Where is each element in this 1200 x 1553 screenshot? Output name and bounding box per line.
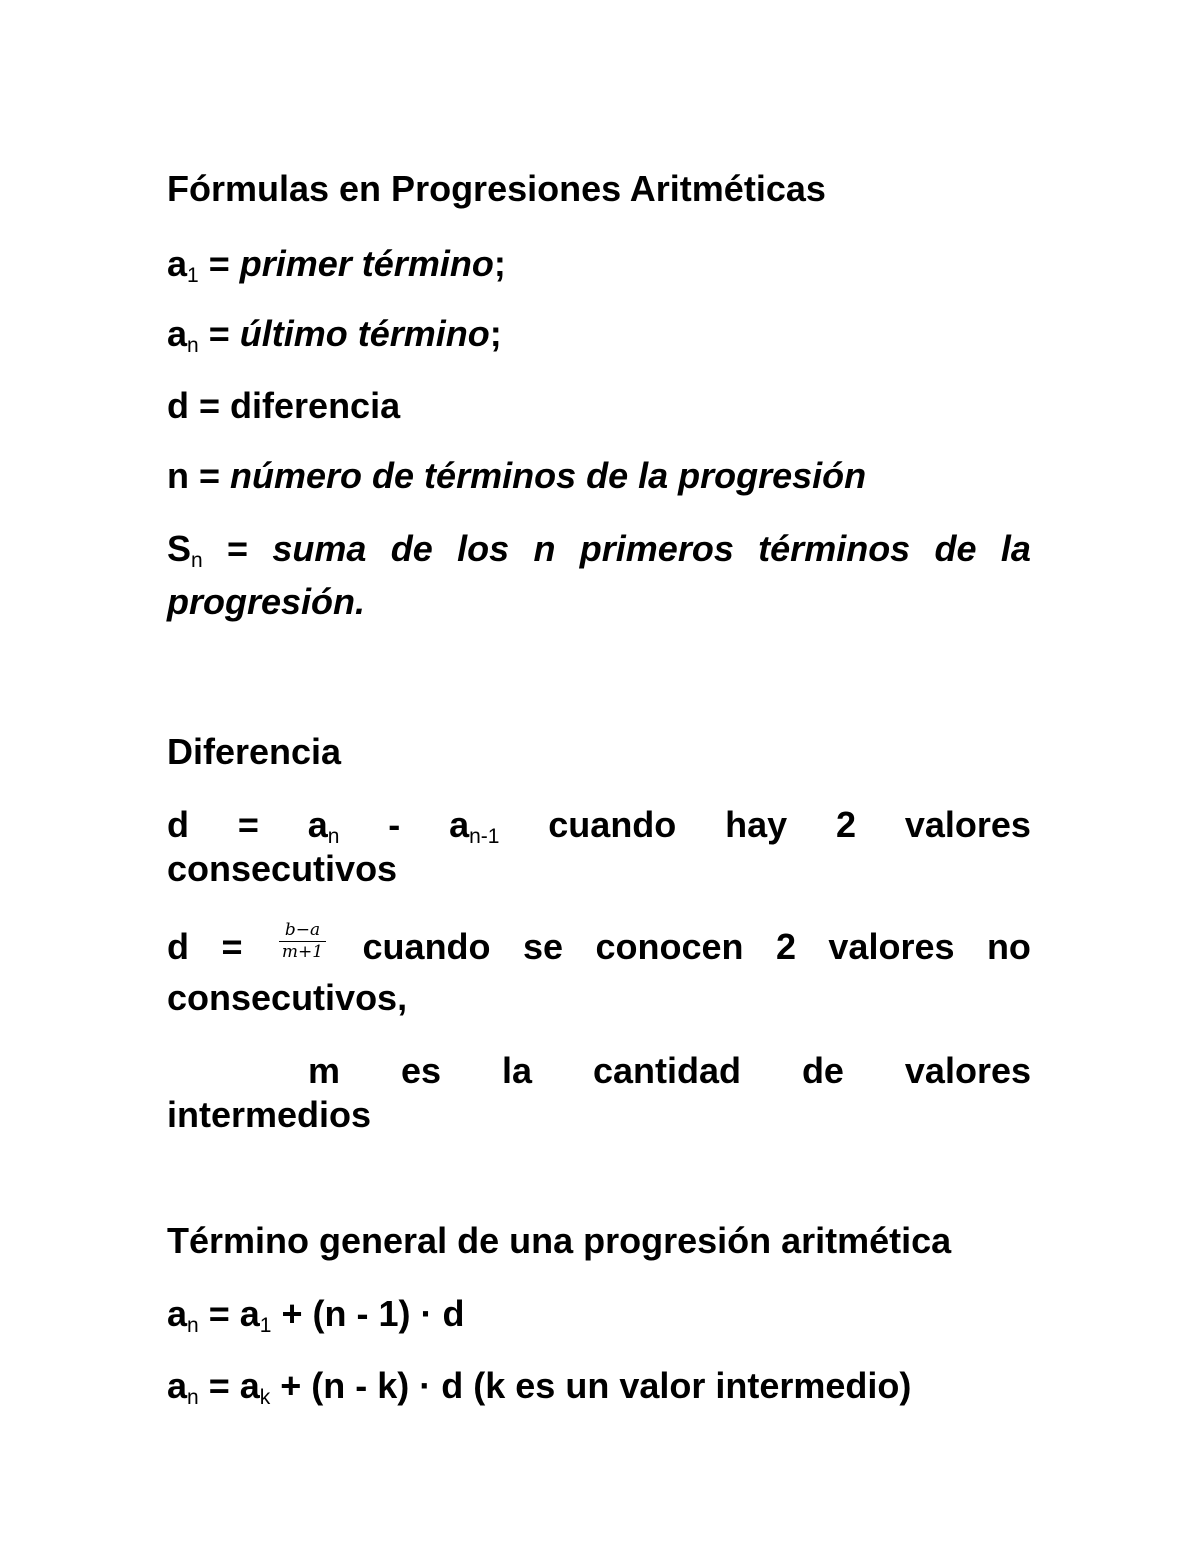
- word: de: [934, 528, 977, 569]
- symbol: a: [167, 1293, 188, 1334]
- punct: ;: [493, 243, 506, 284]
- symbol: a: [307, 804, 328, 845]
- fraction-denominator: m+1: [281, 941, 324, 962]
- def-first-term: [167, 241, 1031, 287]
- equals: =: [189, 455, 231, 496]
- minus: -: [388, 804, 401, 845]
- fraction-numerator: b−a: [279, 921, 326, 942]
- word: valores: [828, 926, 955, 967]
- subscript: n: [187, 1386, 199, 1409]
- general-term-formula-1: [167, 1291, 1031, 1337]
- word: los: [457, 528, 510, 569]
- difference-formula-consecutive: [167, 802, 1031, 848]
- formula-part: + (n - 1) · d: [271, 1293, 465, 1334]
- section-title-general-term: Término general de una progresión aritmética: [167, 1220, 952, 1261]
- symbol: a: [449, 804, 470, 845]
- equals: =: [198, 243, 240, 284]
- definition-text: primer término: [239, 243, 494, 284]
- difference-formula-nonconsecutive: [167, 919, 1031, 970]
- word: 2: [836, 804, 857, 845]
- subscript: n: [191, 549, 203, 572]
- word: de: [390, 528, 433, 569]
- def-number-terms: [167, 453, 1031, 499]
- equals: =: [189, 385, 231, 426]
- formula-part: = a: [198, 1293, 260, 1334]
- subscript: k: [259, 1386, 271, 1409]
- word: suma: [272, 528, 367, 569]
- definition-text: número de términos de la progresión: [230, 455, 867, 496]
- word: no: [986, 926, 1031, 967]
- word: conocen: [595, 926, 744, 967]
- subscript: 1: [187, 264, 199, 287]
- definition-text: diferencia: [230, 385, 401, 426]
- word: n: [533, 528, 556, 569]
- difference-formula-consecutive-cont: consecutivos: [167, 848, 398, 889]
- general-term-formula-2: [167, 1363, 1031, 1409]
- definition-text: último término: [239, 313, 490, 354]
- equals: =: [221, 926, 243, 967]
- fraction: [279, 921, 326, 962]
- document-page: [167, 0, 1031, 1553]
- def-last-term: [167, 311, 1031, 357]
- intermediate-values-note: [167, 1048, 1031, 1094]
- word: es: [400, 1050, 442, 1091]
- symbol: n: [167, 455, 189, 496]
- word: la: [1000, 528, 1031, 569]
- word: términos: [758, 528, 911, 569]
- word: primeros: [579, 528, 734, 569]
- word: cuando: [362, 926, 491, 967]
- symbol: a: [167, 1365, 188, 1406]
- word: valores: [904, 1050, 1031, 1091]
- symbol: a: [167, 313, 188, 354]
- section-title-difference: Diferencia: [167, 731, 342, 772]
- word: cantidad: [592, 1050, 741, 1091]
- section-title-formulas: Fórmulas en Progresiones Aritméticas: [167, 168, 826, 209]
- difference-formula-nonconsecutive-cont: consecutivos,: [167, 977, 408, 1018]
- word: hay: [725, 804, 788, 845]
- equals: =: [237, 804, 259, 845]
- symbol: a: [167, 243, 188, 284]
- word: cuando: [548, 804, 677, 845]
- equals: =: [227, 528, 249, 569]
- subscript: n: [187, 334, 199, 357]
- subscript: n: [187, 1314, 199, 1337]
- formula-part: = a: [198, 1365, 260, 1406]
- def-difference: [167, 383, 1031, 429]
- word: se: [522, 926, 564, 967]
- symbol: d: [167, 804, 189, 845]
- subscript: 1: [259, 1314, 272, 1337]
- formula-part: + (n - k) · d (k es un valor intermedio): [270, 1365, 912, 1406]
- subscript: n: [327, 825, 340, 848]
- def-sum: [167, 526, 1031, 572]
- word: 2: [775, 926, 796, 967]
- symbol: S: [167, 528, 192, 569]
- subscript: n-1: [469, 825, 500, 848]
- symbol: d: [167, 385, 189, 426]
- def-sum-continued: progresión.: [167, 581, 366, 622]
- punct: ;: [489, 313, 502, 354]
- word: de: [801, 1050, 844, 1091]
- word: m: [308, 1050, 341, 1091]
- intermediate-values-note-cont: intermedios: [167, 1094, 372, 1135]
- equals: =: [198, 313, 240, 354]
- word: valores: [904, 804, 1031, 845]
- word: la: [501, 1050, 532, 1091]
- symbol: d: [167, 926, 189, 967]
